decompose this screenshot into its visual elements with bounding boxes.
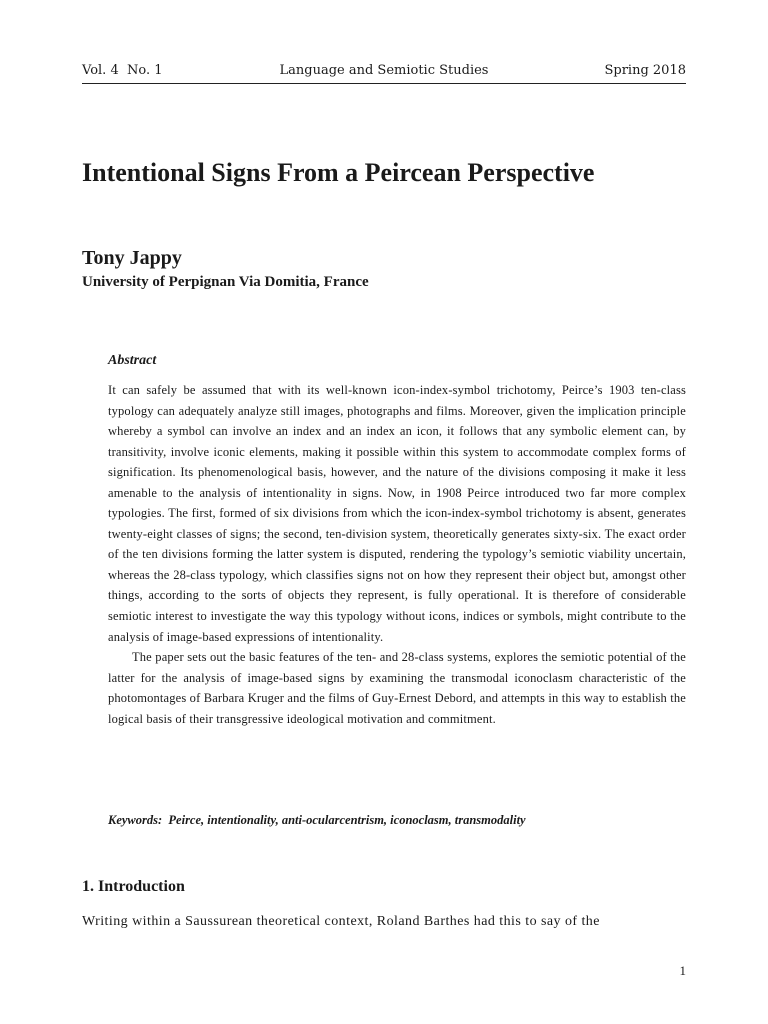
abstract-paragraph: It can safely be assumed that with its well-known icon-index-symbol trichotomy, Peirce’s 1903 ten-class typology can adequately analyze still images, photographs and films. Moreover, given the implication principle whereby a symbol can involve an index and an index an icon, it follows that any symbolic element can, by transitivity, involve iconic elements, making it possible within this system to accommodate complex forms of signification. Its phenomenological basis, however, and the nature of the divisions composing it make it less amenable to the analysis of intentionality in signs. Now, in 1908 Peirce introduced two far more complex typologies. The first, formed of six divisions from which the icon-index-symbol trichotomy is absent, generates twenty-eight classes of signs; the second, ten-division system, theoretically generates sixty-six. The exact order of the ten divisions forming the latter system is disputed, rendering the typology’s semiotic viability uncertain, whereas the 28-class typology, which classifies signs not on how they represent their object but, amongst other things, according to the sorts of objects they represent, is fully operational. It is therefore of considerable semiotic interest to investigate the way this typology without icons, indices or symbols, might contribute to the analysis of image-based expressions of intentionality. xyxy=(108,383,686,644)
author-affiliation: University of Perpignan Via Domitia, France xyxy=(82,274,369,290)
keywords: Keywords: Peirce, intentionality, anti-ocularcentrism, iconoclasm, transmodality xyxy=(108,813,526,827)
abstract-heading: Abstract xyxy=(108,353,157,368)
abstract-body xyxy=(108,380,686,729)
issue-date: Spring 2018 xyxy=(604,63,686,78)
author-name: Tony Jappy xyxy=(82,247,182,269)
journal-name: Language and Semiotic Studies xyxy=(279,63,489,78)
volume-issue: Vol. 4 No. 1 xyxy=(82,63,163,78)
running-header xyxy=(82,63,686,84)
article-title: Intentional Signs From a Peircean Perspective xyxy=(82,158,595,187)
body-text: Writing within a Saussurean theoretical context, Roland Barthes had this to say of the xyxy=(82,914,600,929)
section-heading: 1. Introduction xyxy=(82,878,185,895)
page-number: 1 xyxy=(679,963,686,978)
abstract-paragraph: The paper sets out the basic features of the ten- and 28-class systems, explores the semiotic potential of the latter for the analysis of image-based signs by examining the transmodal iconoclasm characteristic of the photomontages of Barbara Kruger and the films of Guy-Ernest Debord, and attempts in this way to establish the logical basis of their transgressive ideological motivation and commitment. xyxy=(108,650,686,726)
